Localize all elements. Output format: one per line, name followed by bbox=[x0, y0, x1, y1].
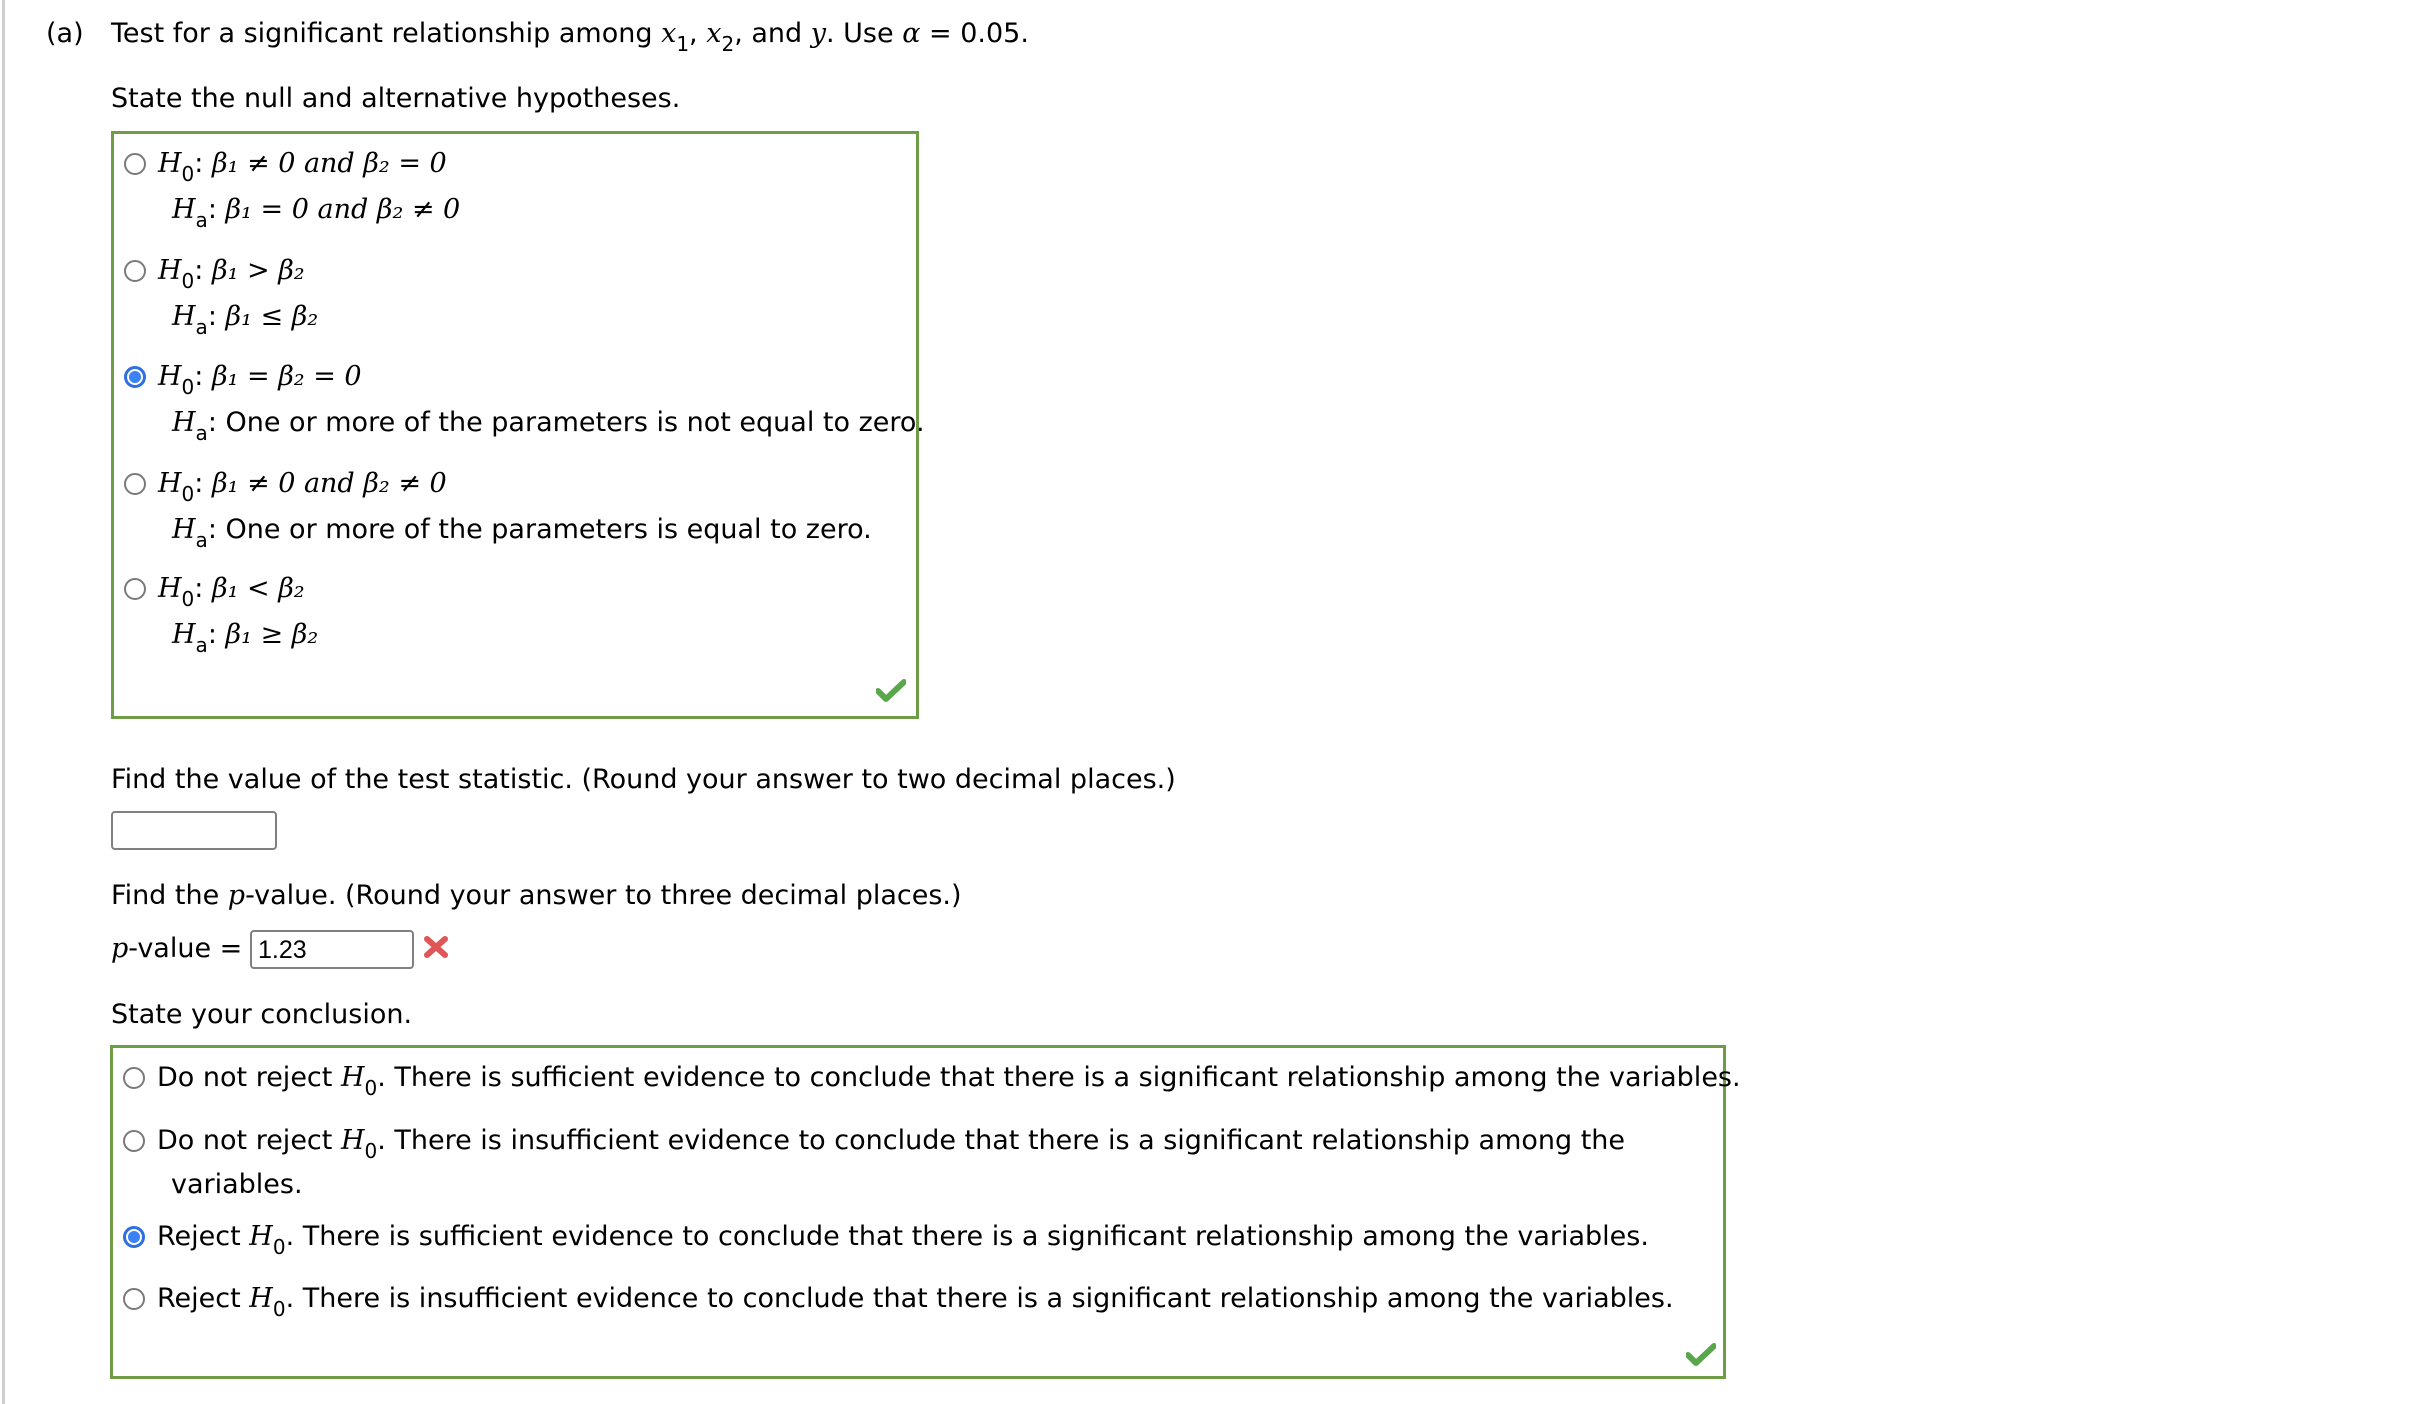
null-hypothesis: $H_0$: β₁ < β₂ bbox=[158, 573, 305, 611]
test-statistic-input[interactable] bbox=[111, 811, 277, 850]
conclusion-text: Do not reject $H_0$. There is sufficient evidence to conclude that there is a significant relationship among the variables. bbox=[157, 1062, 1741, 1100]
conclusion-radio-1[interactable] bbox=[123, 1130, 145, 1152]
alternative-hypothesis: $H_a$: β₁ = 0 and β₂ ≠ 0 bbox=[172, 194, 461, 232]
conclusion-text: Do not reject $H_0$. There is insufficient evidence to conclude that there is a significant relationship among the bbox=[157, 1125, 1626, 1163]
alternative-hypothesis: $H_a$: One or more of the parameters is not equal to zero. bbox=[172, 407, 925, 445]
hypotheses-choice-group bbox=[111, 131, 925, 719]
alternative-hypothesis: $H_a$: β₁ ≤ β₂ bbox=[172, 301, 319, 339]
null-hypothesis: $H_0$: β₁ > β₂ bbox=[158, 255, 305, 293]
p-value-prompt: Find the p-value. (Round your answer to three decimal places.) bbox=[111, 880, 962, 911]
left-border bbox=[2, 0, 5, 1404]
hypothesis-radio-4[interactable] bbox=[124, 578, 146, 600]
test-statistic-prompt: Find the value of the test statistic. (Round your answer to two decimal places.) bbox=[111, 764, 1176, 795]
null-hypothesis: $H_0$: β₁ ≠ 0 and β₂ ≠ 0 bbox=[158, 468, 447, 506]
null-hypothesis: $H_0$: β₁ ≠ 0 and β₂ = 0 bbox=[158, 148, 447, 186]
conclusion-radio-2[interactable] bbox=[123, 1226, 145, 1248]
conclusion-prompt: State your conclusion. bbox=[111, 999, 413, 1030]
hypotheses-prompt: State the null and alternative hypotheses. bbox=[111, 83, 681, 114]
hypothesis-radio-3[interactable] bbox=[124, 473, 146, 495]
hypothesis-radio-1[interactable] bbox=[124, 260, 146, 282]
p-value-input[interactable]: 1.23 bbox=[250, 930, 414, 969]
correct-check-icon bbox=[1686, 1342, 1716, 1366]
alternative-hypothesis: $H_a$: β₁ ≥ β₂ bbox=[172, 619, 319, 657]
conclusion-text-continued: variables. bbox=[171, 1169, 303, 1200]
hypothesis-radio-2[interactable] bbox=[124, 366, 146, 388]
conclusion-radio-0[interactable] bbox=[123, 1067, 145, 1089]
conclusion-choice-group bbox=[110, 1045, 1741, 1379]
p-value-label: p-value = bbox=[111, 933, 243, 964]
conclusion-radio-3[interactable] bbox=[123, 1288, 145, 1310]
part-title: Test for a significant relationship among $x_1$, $x_2$, and y. Use α = 0.05. bbox=[111, 18, 1029, 56]
part-label: (a) bbox=[46, 18, 84, 49]
conclusion-text: Reject $H_0$. There is insufficient evidence to conclude that there is a significant relationship among the variables. bbox=[157, 1283, 1674, 1321]
alternative-hypothesis: $H_a$: One or more of the parameters is equal to zero. bbox=[172, 514, 872, 552]
correct-check-icon bbox=[876, 678, 906, 702]
hypothesis-radio-0[interactable] bbox=[124, 153, 146, 175]
conclusion-text: Reject $H_0$. There is sufficient evidence to conclude that there is a significant relationship among the variables. bbox=[157, 1221, 1649, 1259]
null-hypothesis: $H_0$: β₁ = β₂ = 0 bbox=[158, 361, 362, 399]
incorrect-x-icon bbox=[423, 935, 449, 959]
